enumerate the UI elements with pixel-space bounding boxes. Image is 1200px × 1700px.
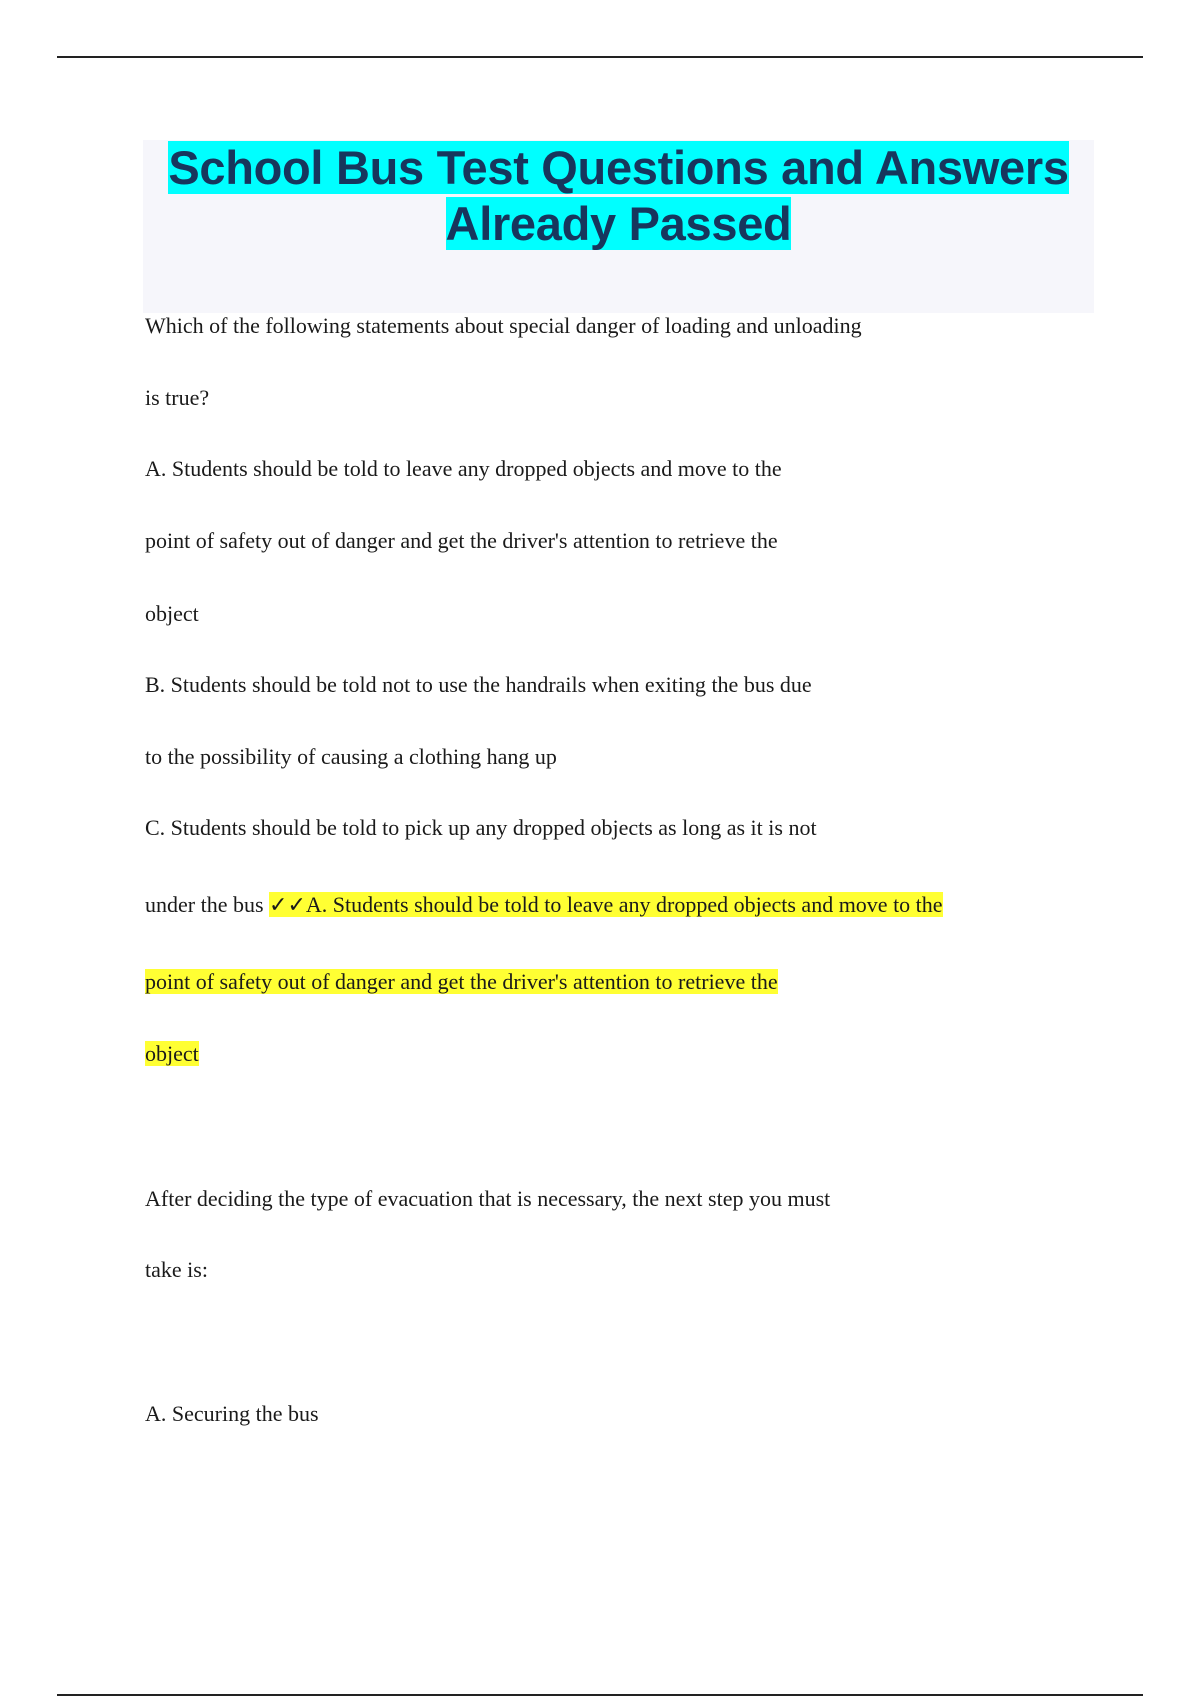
title-line-2: Already Passed	[445, 197, 792, 250]
option-c-line-2	[145, 891, 943, 919]
page-title	[143, 140, 1094, 252]
question-2-line-1: After deciding the type of evacuation that is necessary, the next step you must	[145, 1186, 831, 1211]
answer-line-1: ✓✓A. Students should be told to leave any dropped objects and move to the	[269, 892, 943, 917]
option-c-line-2-text: under the bus	[145, 892, 270, 917]
bottom-rule	[57, 1694, 1143, 1696]
answer-line-2: point of safety out of danger and get the driver's attention to retrieve the	[145, 969, 778, 994]
answer-line-3-row	[145, 1040, 199, 1068]
option-a-line-1: A. Students should be told to leave any dropped objects and move to the	[145, 456, 782, 481]
option-c-line-1: C. Students should be told to pick up any dropped objects as long as it is not	[145, 815, 817, 840]
title-line-1: School Bus Test Questions and Answers	[168, 141, 1069, 194]
question-1-line-2: is true?	[145, 385, 210, 410]
option-b-line-2: to the possibility of causing a clothing hang up	[145, 744, 557, 769]
option-a-line-3: object	[145, 601, 199, 626]
option-a-line-2: point of safety out of danger and get the driver's attention to retrieve the	[145, 528, 778, 553]
question-2-option-a: A. Securing the bus	[145, 1401, 319, 1426]
top-rule	[57, 56, 1143, 58]
question-2-line-2: take is:	[145, 1257, 208, 1282]
option-b-line-1: B. Students should be told not to use the handrails when exiting the bus due	[145, 672, 812, 697]
title-block	[143, 140, 1094, 313]
question-1-line-1: Which of the following statements about special danger of loading and unloading	[145, 313, 862, 338]
answer-line-2-row	[145, 968, 778, 996]
answer-line-3: object	[145, 1041, 199, 1066]
